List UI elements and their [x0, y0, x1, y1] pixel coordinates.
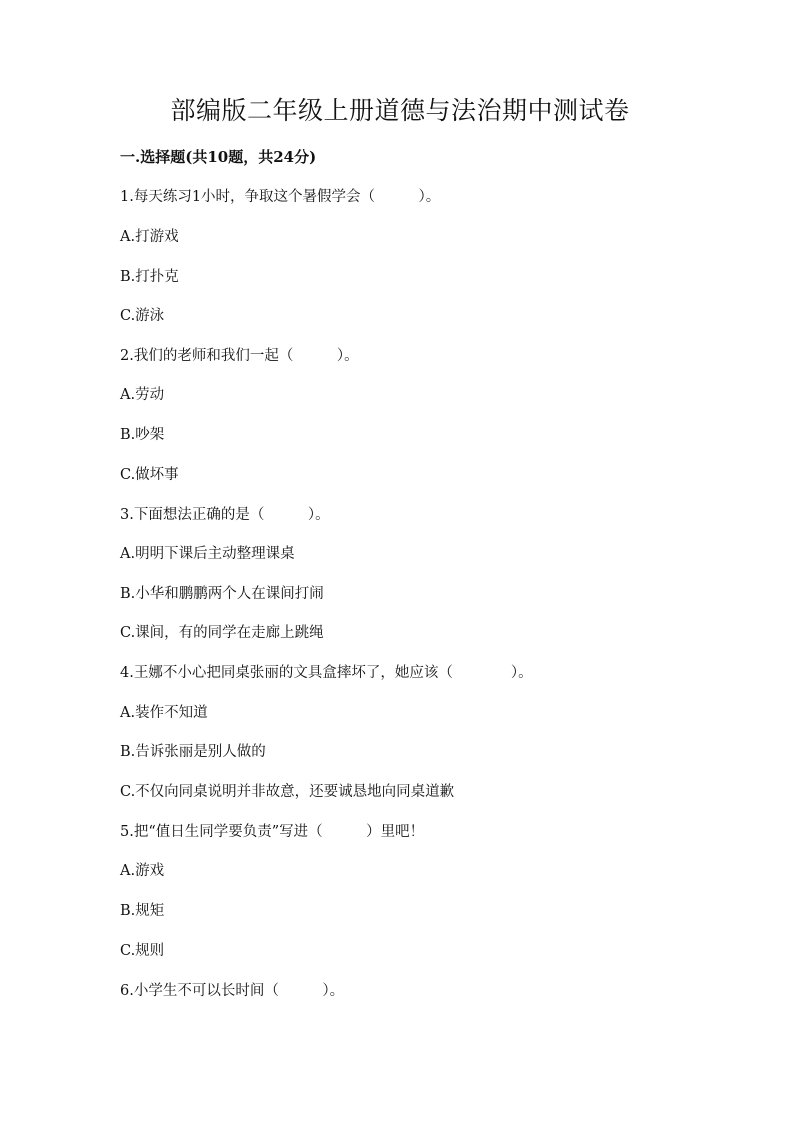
question-5-option-c: C.规则 — [120, 943, 165, 959]
question-2-option-b: B.吵架 — [120, 427, 165, 443]
question-5-option-b: B.规矩 — [120, 903, 165, 919]
question-3-option-a: A.明明下课后主动整理课桌 — [120, 546, 295, 562]
question-2-option-c: C.做坏事 — [120, 467, 179, 483]
question-5-option-a: A.游戏 — [120, 863, 165, 879]
question-stem-3: 3.下面想法正确的是（ ）。 — [120, 507, 330, 523]
question-4-option-c: C.不仅向同桌说明并非故意，还要诚恳地向同桌道歉 — [120, 784, 455, 800]
question-stem-2: 2.我们的老师和我们一起（ ）。 — [120, 348, 359, 364]
question-1-option-a: A.打游戏 — [120, 229, 179, 245]
question-stem-1: 1.每天练习1小时，争取这个暑假学会（ ）。 — [120, 189, 441, 205]
question-1-option-b: B.打扑克 — [120, 269, 179, 285]
question-stem-6: 6.小学生不可以长时间（ ）。 — [120, 983, 345, 999]
question-4-option-a: A.装作不知道 — [120, 705, 208, 721]
page-title: 部编版二年级上册道德与法治期中测试卷 — [170, 96, 630, 125]
question-1-option-c: C.游泳 — [120, 308, 165, 324]
question-4-option-b: B.告诉张丽是别人做的 — [120, 744, 266, 760]
question-3-option-b: B.小华和鹏鹏两个人在课间打闹 — [120, 586, 324, 602]
question-stem-4: 4.王娜不小心把同桌张丽的文具盒摔坏了，她应该（ ）。 — [120, 665, 533, 681]
section-heading: 一.选择题(共10题，共24分) — [120, 148, 317, 166]
question-2-option-a: A.劳动 — [120, 387, 165, 403]
question-stem-5: 5.把“值日生同学要负责”写进（ ）里吧！ — [120, 824, 425, 840]
question-3-option-c: C.课间，有的同学在走廊上跳绳 — [120, 625, 324, 641]
